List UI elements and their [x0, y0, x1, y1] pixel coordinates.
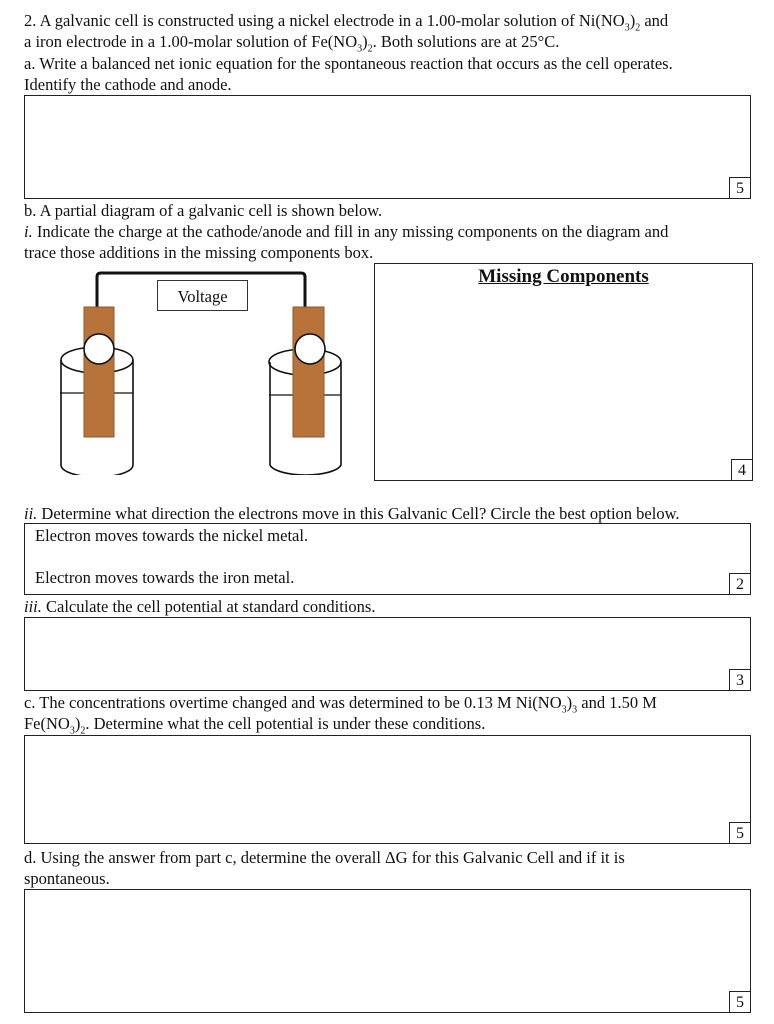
part-c-prompt: c. The concentrations overtime changed and was determined to be 0.13 M $Ni(NO_3)_3$ and 1.50 M [24, 693, 657, 716]
part-c-answer-box[interactable] [24, 735, 751, 844]
part-a-answer-box[interactable] [24, 95, 751, 199]
part-a-prompt-2: Identify the cathode and anode. [24, 75, 232, 94]
missing-components-title: Missing Components [478, 266, 649, 287]
question-intro-line1: 2. A galvanic cell is constructed using a nickel electrode in a 1.00-molar solution of $Ni(NO_3)_2$ and [24, 11, 669, 34]
part-d-answer-box[interactable] [24, 889, 751, 1013]
points-box: 5 [729, 177, 751, 199]
points-box: 5 [729, 822, 751, 844]
points-box: 5 [729, 991, 751, 1013]
left-electrode [84, 307, 114, 437]
points-box: 2 [729, 573, 751, 595]
part-d-prompt-2: spontaneous. [24, 869, 110, 888]
right-half-cell [269, 307, 341, 475]
part-b-i-prompt-2: trace those additions in the missing components box. [24, 243, 374, 262]
part-a-prompt: a. Write a balanced net ionic equation for the spontaneous reaction that occurs as the cell operates. [24, 54, 673, 73]
right-electrode [293, 307, 324, 437]
part-b-i-prompt: i. Indicate the charge at the cathode/anode and fill in any missing components on the diagram and [24, 222, 669, 241]
part-b-iii-prompt: iii. Calculate the cell potential at standard conditions. [24, 597, 376, 616]
voltage-meter-label: Voltage [157, 280, 248, 311]
part-b-ii-options-box [24, 523, 751, 595]
left-half-cell [60, 307, 133, 475]
part-b-ii-prompt: ii. Determine what direction the electrons move in this Galvanic Cell? Circle the best option below. [24, 504, 680, 523]
part-c-prompt-2: $Fe(NO_3)_2$. Determine what the cell potential is under these conditions. [24, 714, 486, 737]
points-box: 3 [729, 669, 751, 691]
option-iron[interactable]: Electron moves towards the iron metal. [35, 568, 295, 587]
question-intro-line2: a iron electrode in a 1.00-molar solution of $Fe(NO_3)_2$. Both solutions are at 25°C. [24, 32, 560, 55]
option-nickel[interactable]: Electron moves towards the nickel metal. [35, 526, 309, 545]
part-b-prompt: b. A partial diagram of a galvanic cell is shown below. [24, 201, 383, 220]
missing-components-box[interactable] [374, 263, 753, 481]
points-box: 4 [731, 459, 753, 481]
part-d-prompt: d. Using the answer from part c, determine the overall ΔG for this Galvanic Cell and if it is [24, 848, 625, 867]
part-b-iii-answer-box[interactable] [24, 617, 751, 691]
